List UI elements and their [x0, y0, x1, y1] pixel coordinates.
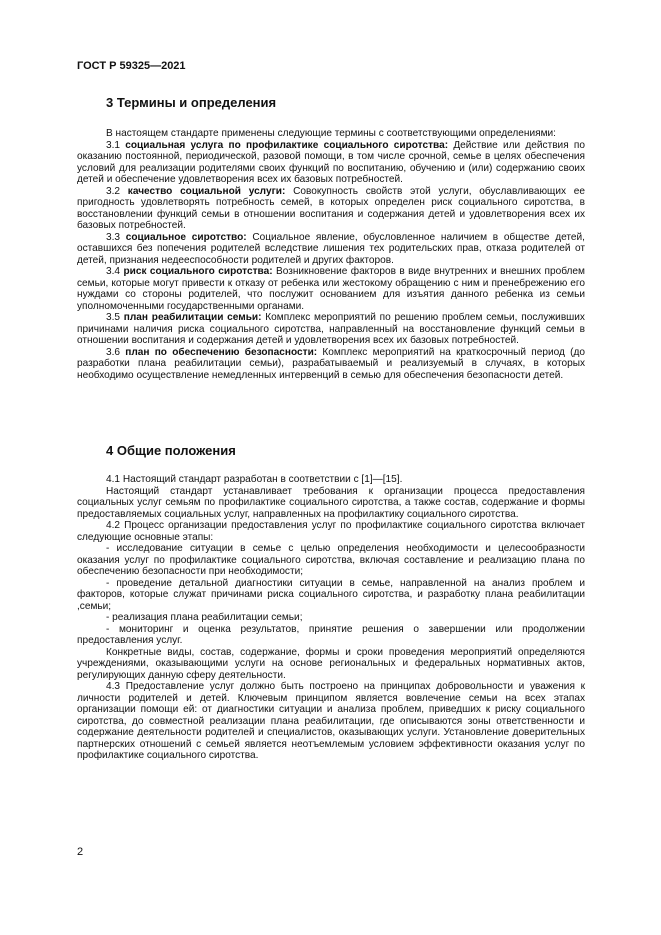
term-definition: Социальное явление, обусловленное наличием в обществе детей, оставшихся без попечения родителей вследствие лишения тех родительских прав, отказа родителей от детей, признания недееспособности родителей и других факторов. [77, 231, 585, 266]
term-name: риск социального сиротства: [123, 266, 273, 277]
term-name: план по обеспечению безопасности: [125, 346, 318, 358]
term-definition: Комплекс мероприятий по решению проблем семьи, послуживших причинами наличия риска социального сиротства, направленный на восстановление функций семьи в отношении воспитания и содержания детей и удовлетворения всех их базовых потребностей. [77, 312, 585, 346]
term-number: 3.3 [106, 231, 126, 243]
paragraph: 4.1 Настоящий стандарт разработан в соответствии с [1]—[15]. [106, 474, 403, 485]
term-name: качество социальной услуги: [127, 185, 286, 197]
section-3-intro: В настоящем стандарте применены следующие термины с соответствующими определениями: [106, 128, 556, 139]
paragraph: 4.3 Предоставление услуг должно быть построено на принципах добровольности и уважения к личности родителей и детей. Ключевым принципом является вовлечение семьи на всех этапах организации помощи ей: от диагностики ситуации и анализа проблем, приведших к риску социального сиротства, до совместной реализации плана реабилитации, где описываются зоны ответственности и содержание деятельности родителей и специалистов, оказывающих услуги. Установление доверительных партнерских отношений с семьей является неотъемлемым условием эффективности оказания услуг по профилактике социального сиротства. [77, 681, 585, 761]
term-number: 3.5 [106, 312, 124, 323]
term-3-4 [77, 266, 585, 312]
term-number: 3.1 [106, 139, 126, 151]
term-3-5 [77, 312, 585, 347]
term-number: 3.2 [106, 185, 128, 197]
term-name: социальная услуга по профилактике социального сиротства: [125, 139, 449, 151]
page-number: 2 [77, 846, 84, 858]
term-3-6 [77, 347, 585, 382]
section-4-body [77, 474, 585, 762]
term-definition: Комплекс мероприятий на краткосрочный период (до разработки плана реабилитации семьи), разрабатываемый и реализуемый в случаях, в которых необходимо осуществление немедленных интервенций в семью для обеспечения безопасности детей. [77, 346, 585, 381]
document-header: ГОСТ Р 59325—2021 [77, 60, 186, 72]
term-definition: Совокупность свойств этой услуги, обуславливающих ее пригодность удовлетворять потребность семей, в которых определен риск социального сиротства, в восстановлении функций семьи в отношении воспитания и содержания детей и удовлетворения всех их базовых потребностей. [77, 185, 585, 231]
section-3-title: 3 Термины и определения [106, 95, 277, 110]
list-item: - мониторинг и оценка результатов, принятие решения о завершении или продолжении предоставления услуг. [77, 623, 585, 646]
term-definition: Действие или действия по оказанию постоянной, периодической, разовой помощи, в том числе срочной, семье в целях обеспечения условий для реализации родителями своих функций по воспитанию, обучению и (или) содержанию своих детей и обеспечение удовлетворения всех их базовых потребностей. [77, 139, 585, 185]
paragraph: 4.2 Процесс организации предоставления услуг по профилактике социального сиротства включает следующие основные этапы: [77, 520, 585, 543]
term-number: 3.6 [106, 346, 126, 358]
term-name: социальное сиротство: [125, 231, 247, 243]
term-3-2 [77, 186, 585, 232]
paragraph: Конкретные виды, состав, содержание, формы и сроки проведения мероприятий определяются учреждениями, оказывающими услуги на основе региональных и федеральных нормативных актов, регулирующих данную сферу деятельности. [77, 646, 585, 681]
term-definition: Возникновение факторов в виде внутренних и внешних проблем семьи, которые могут привести к отказу от ребенка или жестокому обращению с ним и пренебрежению его нуждами со стороны родителей, что послужит основанием для изъятия данного ребенка из семьи уполномоченными государственными органами. [77, 266, 585, 312]
list-item: - проведение детальной диагностики ситуации в семье, направленной на анализ проблем и факторов, которые служат причинами риска социального сиротства, и разработку плана реабилитации ,семьи; [77, 577, 585, 612]
term-3-3 [77, 232, 585, 267]
list-item: - реализация плана реабилитации семьи; [106, 612, 303, 623]
term-name: план реабилитации семьи: [123, 312, 262, 323]
term-3-1 [77, 140, 585, 186]
list-item: - исследование ситуации в семье с целью определения необходимости и целесообразности оказания услуг по профилактике социального сиротства, включая составление и реализацию плана по обеспечению безопасности при необходимости; [77, 543, 585, 577]
term-number: 3.4 [106, 266, 124, 277]
paragraph: Настоящий стандарт устанавливает требования к организации процесса предоставления социальных услуг семьям по профилактике социального сиротства, а также состав, содержание и формы предоставляемых социальных услуг, направленных на профилактику социального сиротства. [77, 485, 585, 520]
section-4-title: 4 Общие положения [106, 443, 236, 458]
section-3-body [77, 128, 585, 381]
